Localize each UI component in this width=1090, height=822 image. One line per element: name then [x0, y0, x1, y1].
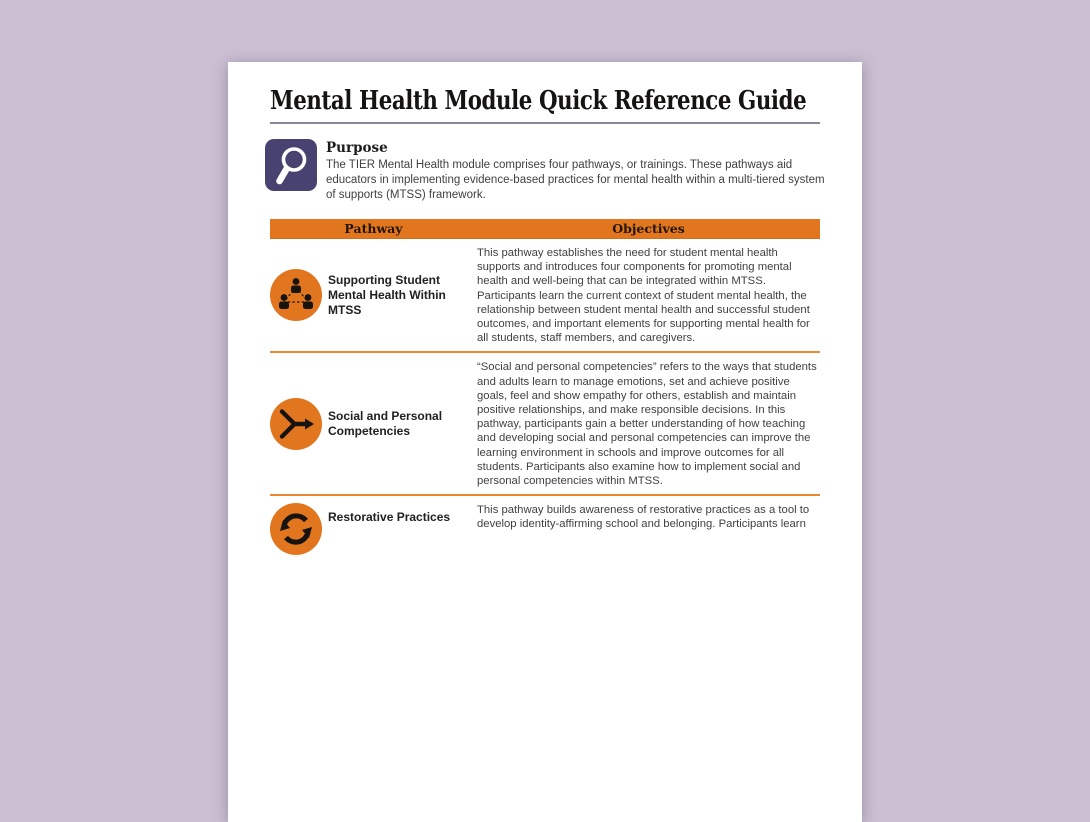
- cycle-arrows-icon: [270, 503, 322, 555]
- objectives-text: “Social and personal competencies” refers to the ways that students and adults learn to manage emotions, set and achieve positive goals, feel and show empathy for others, establish and maintain positive relationships, and make responsible decisions. In this pathway, participants gain a better understanding of how teaching and developing social and personal competencies can improve the learning environment in schools and improve outcomes for all students. Participants also examine how to implement social and personal competencies within MTSS.: [477, 361, 817, 488]
- objectives-text: This pathway establishes the need for student mental health supports and introduces four components for promoting mental health and well-being that can be integrated within MTSS. Participants learn the current context of student mental health, the relationship between student mental health and successful student outcomes, and important elements for supporting mental health for all students, staff members, and caregivers.: [477, 247, 810, 345]
- pathway-label: Supporting Student Mental Health Within MTSS: [328, 272, 446, 317]
- pathway-label: Restorative Practices: [328, 510, 451, 525]
- purpose-section: [270, 139, 825, 203]
- merge-arrow-icon: [270, 398, 322, 450]
- table-row: [270, 494, 820, 561]
- table-row: [270, 239, 820, 351]
- purpose-heading: Purpose: [326, 140, 388, 156]
- people-network-icon: [270, 269, 322, 321]
- table-row: [270, 351, 820, 494]
- objectives-text: This pathway builds awareness of restorative practices as a tool to develop identity-affirming school and belonging. Participants learn: [477, 504, 810, 531]
- purpose-body: The TIER Mental Health module comprises four pathways, or trainings. These pathways aid educators in implementing evidence-based practices for mental health within a multi-tiered system of supports (MTSS) framework.: [326, 159, 825, 201]
- column-header-pathway: Pathway: [344, 221, 403, 236]
- magnifier-icon: [265, 139, 317, 191]
- pathway-table: [270, 219, 820, 561]
- page-title: Mental Health Module Quick Reference Guide: [270, 86, 807, 116]
- table-header-row: [270, 219, 820, 239]
- column-header-objectives: Objectives: [612, 221, 685, 236]
- document-page: [228, 62, 862, 822]
- pathway-label: Social and Personal Competencies: [328, 408, 443, 438]
- title-divider: [270, 122, 820, 124]
